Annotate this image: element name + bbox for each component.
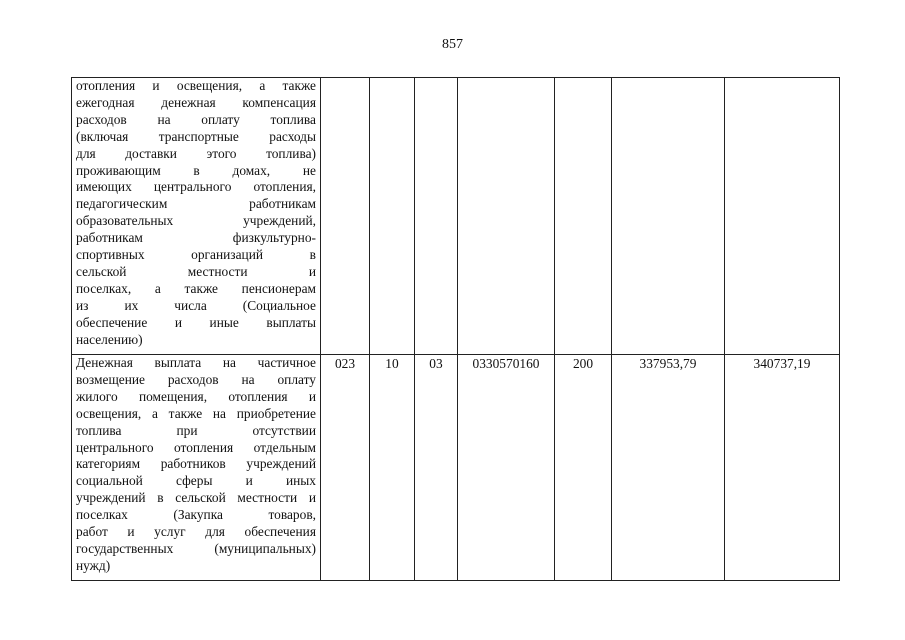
description-line: поселках, а также пенсионерам <box>76 280 316 296</box>
amount-1: 337953,79 <box>612 355 725 581</box>
description-line: населению) <box>76 331 143 347</box>
description-line: имеющих центрального отопления, <box>76 179 316 195</box>
target-article-code: 0330570160 <box>458 355 555 581</box>
description-line: категориям работников учреждений <box>76 456 316 472</box>
description-line: нужд) <box>76 557 111 573</box>
table-row <box>72 78 840 355</box>
target-article-code <box>458 78 555 355</box>
description-line: ежегодная денежная компенсация <box>76 94 316 110</box>
description-line: проживающим в домах, не <box>76 162 316 178</box>
description-line: учреждений в сельской местности и <box>76 490 316 506</box>
amount-1 <box>612 78 725 355</box>
page-number: 857 <box>442 37 463 52</box>
description-line: освещения, а также на приобретение <box>76 405 316 421</box>
ministry-code <box>321 78 370 355</box>
amount-2: 340737,19 <box>725 355 840 581</box>
row-description <box>72 78 321 355</box>
description-line: жилого помещения, отопления и <box>76 388 316 404</box>
description-line: педагогическим работникам <box>76 196 316 212</box>
description-line: государственных (муниципальных) <box>76 540 316 556</box>
expense-type-code <box>555 78 612 355</box>
description-line: Денежная выплата на частичное <box>76 355 316 370</box>
description-line: возмещение расходов на оплату <box>76 371 316 387</box>
section-code: 10 <box>370 355 415 581</box>
budget-table <box>71 77 840 581</box>
description-line: (включая транспортные расходы <box>76 128 316 144</box>
description-line: работникам физкультурно- <box>76 230 316 246</box>
expense-type-code: 200 <box>555 355 612 581</box>
description-line: из их числа (Социальное <box>76 297 316 313</box>
description-line: спортивных организаций в <box>76 247 316 263</box>
amount-2 <box>725 78 840 355</box>
row-description <box>72 355 321 581</box>
description-line: расходов на оплату топлива <box>76 111 316 127</box>
description-line: обеспечение и иные выплаты <box>76 314 316 330</box>
description-line: отопления и освещения, а также <box>76 78 316 93</box>
description-line: образовательных учреждений, <box>76 213 316 229</box>
ministry-code: 023 <box>321 355 370 581</box>
description-line: центрального отопления отдельным <box>76 439 316 455</box>
subsection-code: 03 <box>415 355 458 581</box>
description-line: работ и услуг для обеспечения <box>76 524 316 540</box>
description-line: поселках (Закупка товаров, <box>76 507 316 523</box>
description-line: топлива при отсутствии <box>76 422 316 438</box>
description-line: для доставки этого топлива) <box>76 145 316 161</box>
subsection-code <box>415 78 458 355</box>
section-code <box>370 78 415 355</box>
table-row <box>72 355 840 581</box>
description-line: сельской местности и <box>76 263 316 279</box>
description-line: социальной сферы и иных <box>76 473 316 489</box>
